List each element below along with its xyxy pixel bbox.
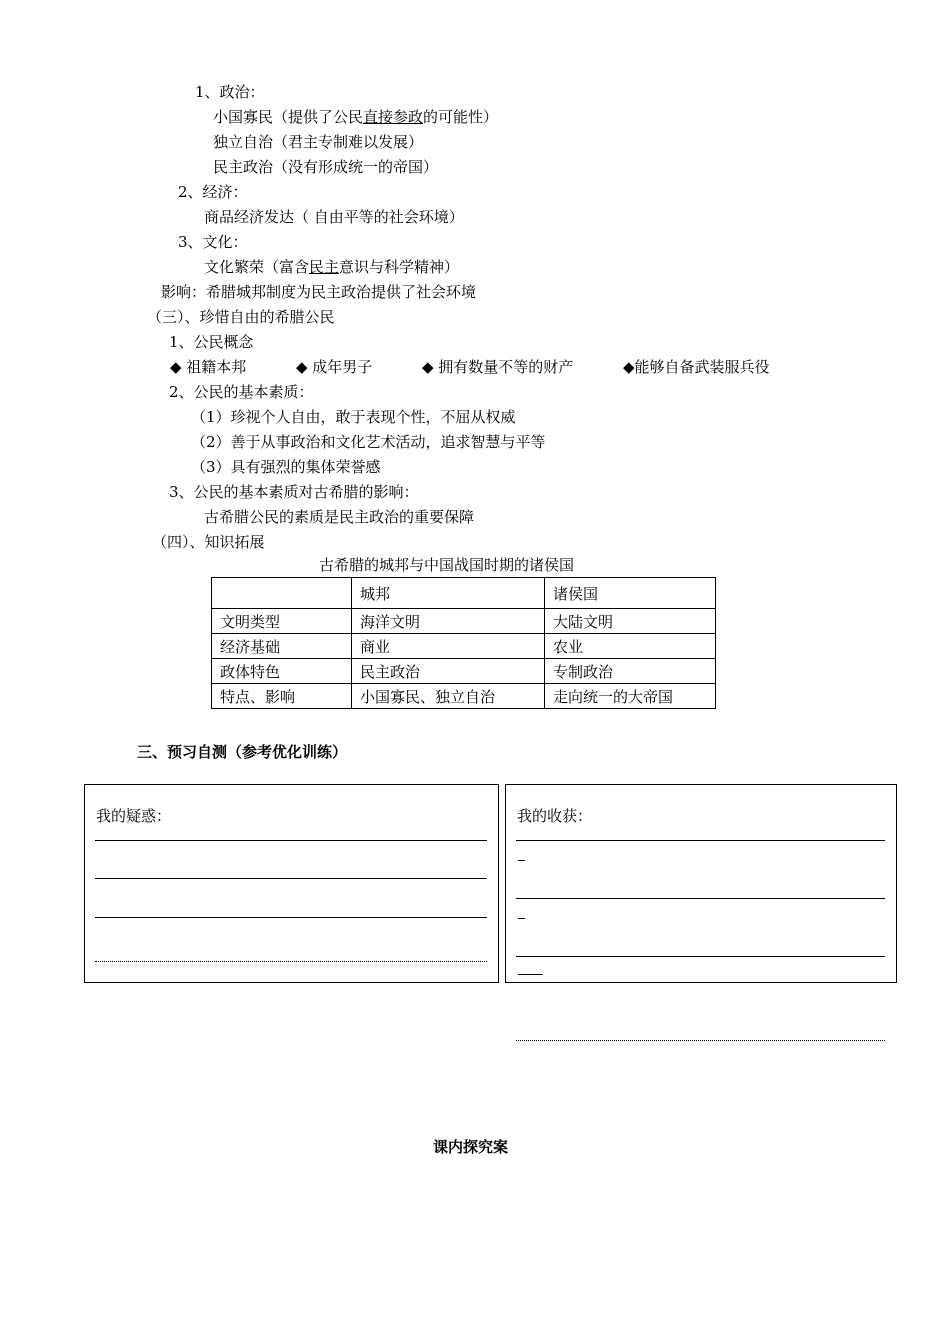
table-cell: 文明类型 xyxy=(212,609,352,634)
underlined-term: 民主 xyxy=(309,258,340,276)
concept-item: ◆ 祖籍本邦 xyxy=(170,358,247,376)
table-header-cell: 诸侯国 xyxy=(545,578,716,609)
politics-heading: 1、政治： xyxy=(195,83,265,101)
concept-item: ◆ 拥有数量不等的财产 xyxy=(422,358,574,376)
doubts-write-line[interactable] xyxy=(95,878,487,879)
table-cell: 特点、影响 xyxy=(212,684,352,709)
table-row xyxy=(212,634,716,659)
doubts-write-line[interactable] xyxy=(95,961,487,962)
table-cell: 海洋文明 xyxy=(352,609,545,634)
table-cell: 商业 xyxy=(352,634,545,659)
influence-text: 古希腊公民的素质是民主政治的重要保障 xyxy=(204,508,475,526)
table-header-row xyxy=(212,578,716,609)
table-row xyxy=(212,609,716,634)
table-cell: 农业 xyxy=(545,634,716,659)
table-cell: 经济基础 xyxy=(212,634,352,659)
selftest-heading: 三、预习自测（参考优化训练） xyxy=(137,743,348,761)
culture-heading: 3、文化： xyxy=(178,233,248,251)
impact-line: 影响：希腊城邦制度为民主政治提供了社会环境 xyxy=(161,283,477,301)
quality-item: （3）具有强烈的集体荣誉感 xyxy=(191,458,381,476)
inquiry-section-title: 课内探究案 xyxy=(433,1138,509,1156)
gains-mark xyxy=(518,860,525,861)
gains-extra-line[interactable] xyxy=(516,1040,885,1041)
table-cell: 民主政治 xyxy=(352,659,545,684)
doubts-write-line[interactable] xyxy=(95,917,487,918)
politics-line-1: 小国寡民（提供了公民直接参政的可能性） xyxy=(213,108,499,126)
economy-heading: 2、经济： xyxy=(178,183,248,201)
doubts-label: 我的疑惑： xyxy=(96,807,172,825)
politics-line-3: 民主政治（没有形成统一的帝国） xyxy=(213,158,439,176)
influence-heading: 3、公民的基本素质对古希腊的影响： xyxy=(169,483,419,501)
citizen-concept-heading: 1、公民概念 xyxy=(169,333,254,351)
table-row xyxy=(212,659,716,684)
qualities-heading: 2、公民的基本素质： xyxy=(169,383,314,401)
table-cell: 走向统一的大帝国 xyxy=(545,684,716,709)
section-4-title: （四）、知识拓展 xyxy=(152,533,265,551)
gains-label: 我的收获： xyxy=(517,807,593,825)
table-cell: 大陆文明 xyxy=(545,609,716,634)
section-3-title: （三）、珍惜自由的希腊公民 xyxy=(147,308,335,326)
table-caption: 古希腊的城邦与中国战国时期的诸侯国 xyxy=(319,556,575,574)
politics-line-2: 独立自治（君主专制难以发展） xyxy=(213,133,424,151)
gains-write-line[interactable] xyxy=(516,956,885,957)
table-header-cell xyxy=(212,578,352,609)
underlined-term: 直接参政 xyxy=(363,108,424,126)
doubts-write-line[interactable] xyxy=(95,840,487,841)
concept-item: ◆能够自备武装服兵役 xyxy=(623,358,770,376)
table-row xyxy=(212,684,716,709)
table-cell: 小国寡民、独立自治 xyxy=(352,684,545,709)
gains-write-line[interactable] xyxy=(516,840,885,841)
gains-mark xyxy=(518,974,543,975)
gains-mark xyxy=(518,918,525,919)
table-cell: 政体特色 xyxy=(212,659,352,684)
economy-line-1: 商品经济发达（ 自由平等的社会环境） xyxy=(204,208,464,226)
concept-item: ◆ 成年男子 xyxy=(296,358,373,376)
culture-line-1: 文化繁荣（富含民主意识与科学精神） xyxy=(204,258,460,276)
quality-item: （2）善于从事政治和文化艺术活动，追求智慧与平等 xyxy=(191,433,546,451)
table-cell: 专制政治 xyxy=(545,659,716,684)
table-header-cell: 城邦 xyxy=(352,578,545,609)
gains-write-line[interactable] xyxy=(516,898,885,899)
quality-item: （1）珍视个人自由，敢于表现个性，不屈从权威 xyxy=(191,408,516,426)
comparison-table xyxy=(211,577,716,709)
